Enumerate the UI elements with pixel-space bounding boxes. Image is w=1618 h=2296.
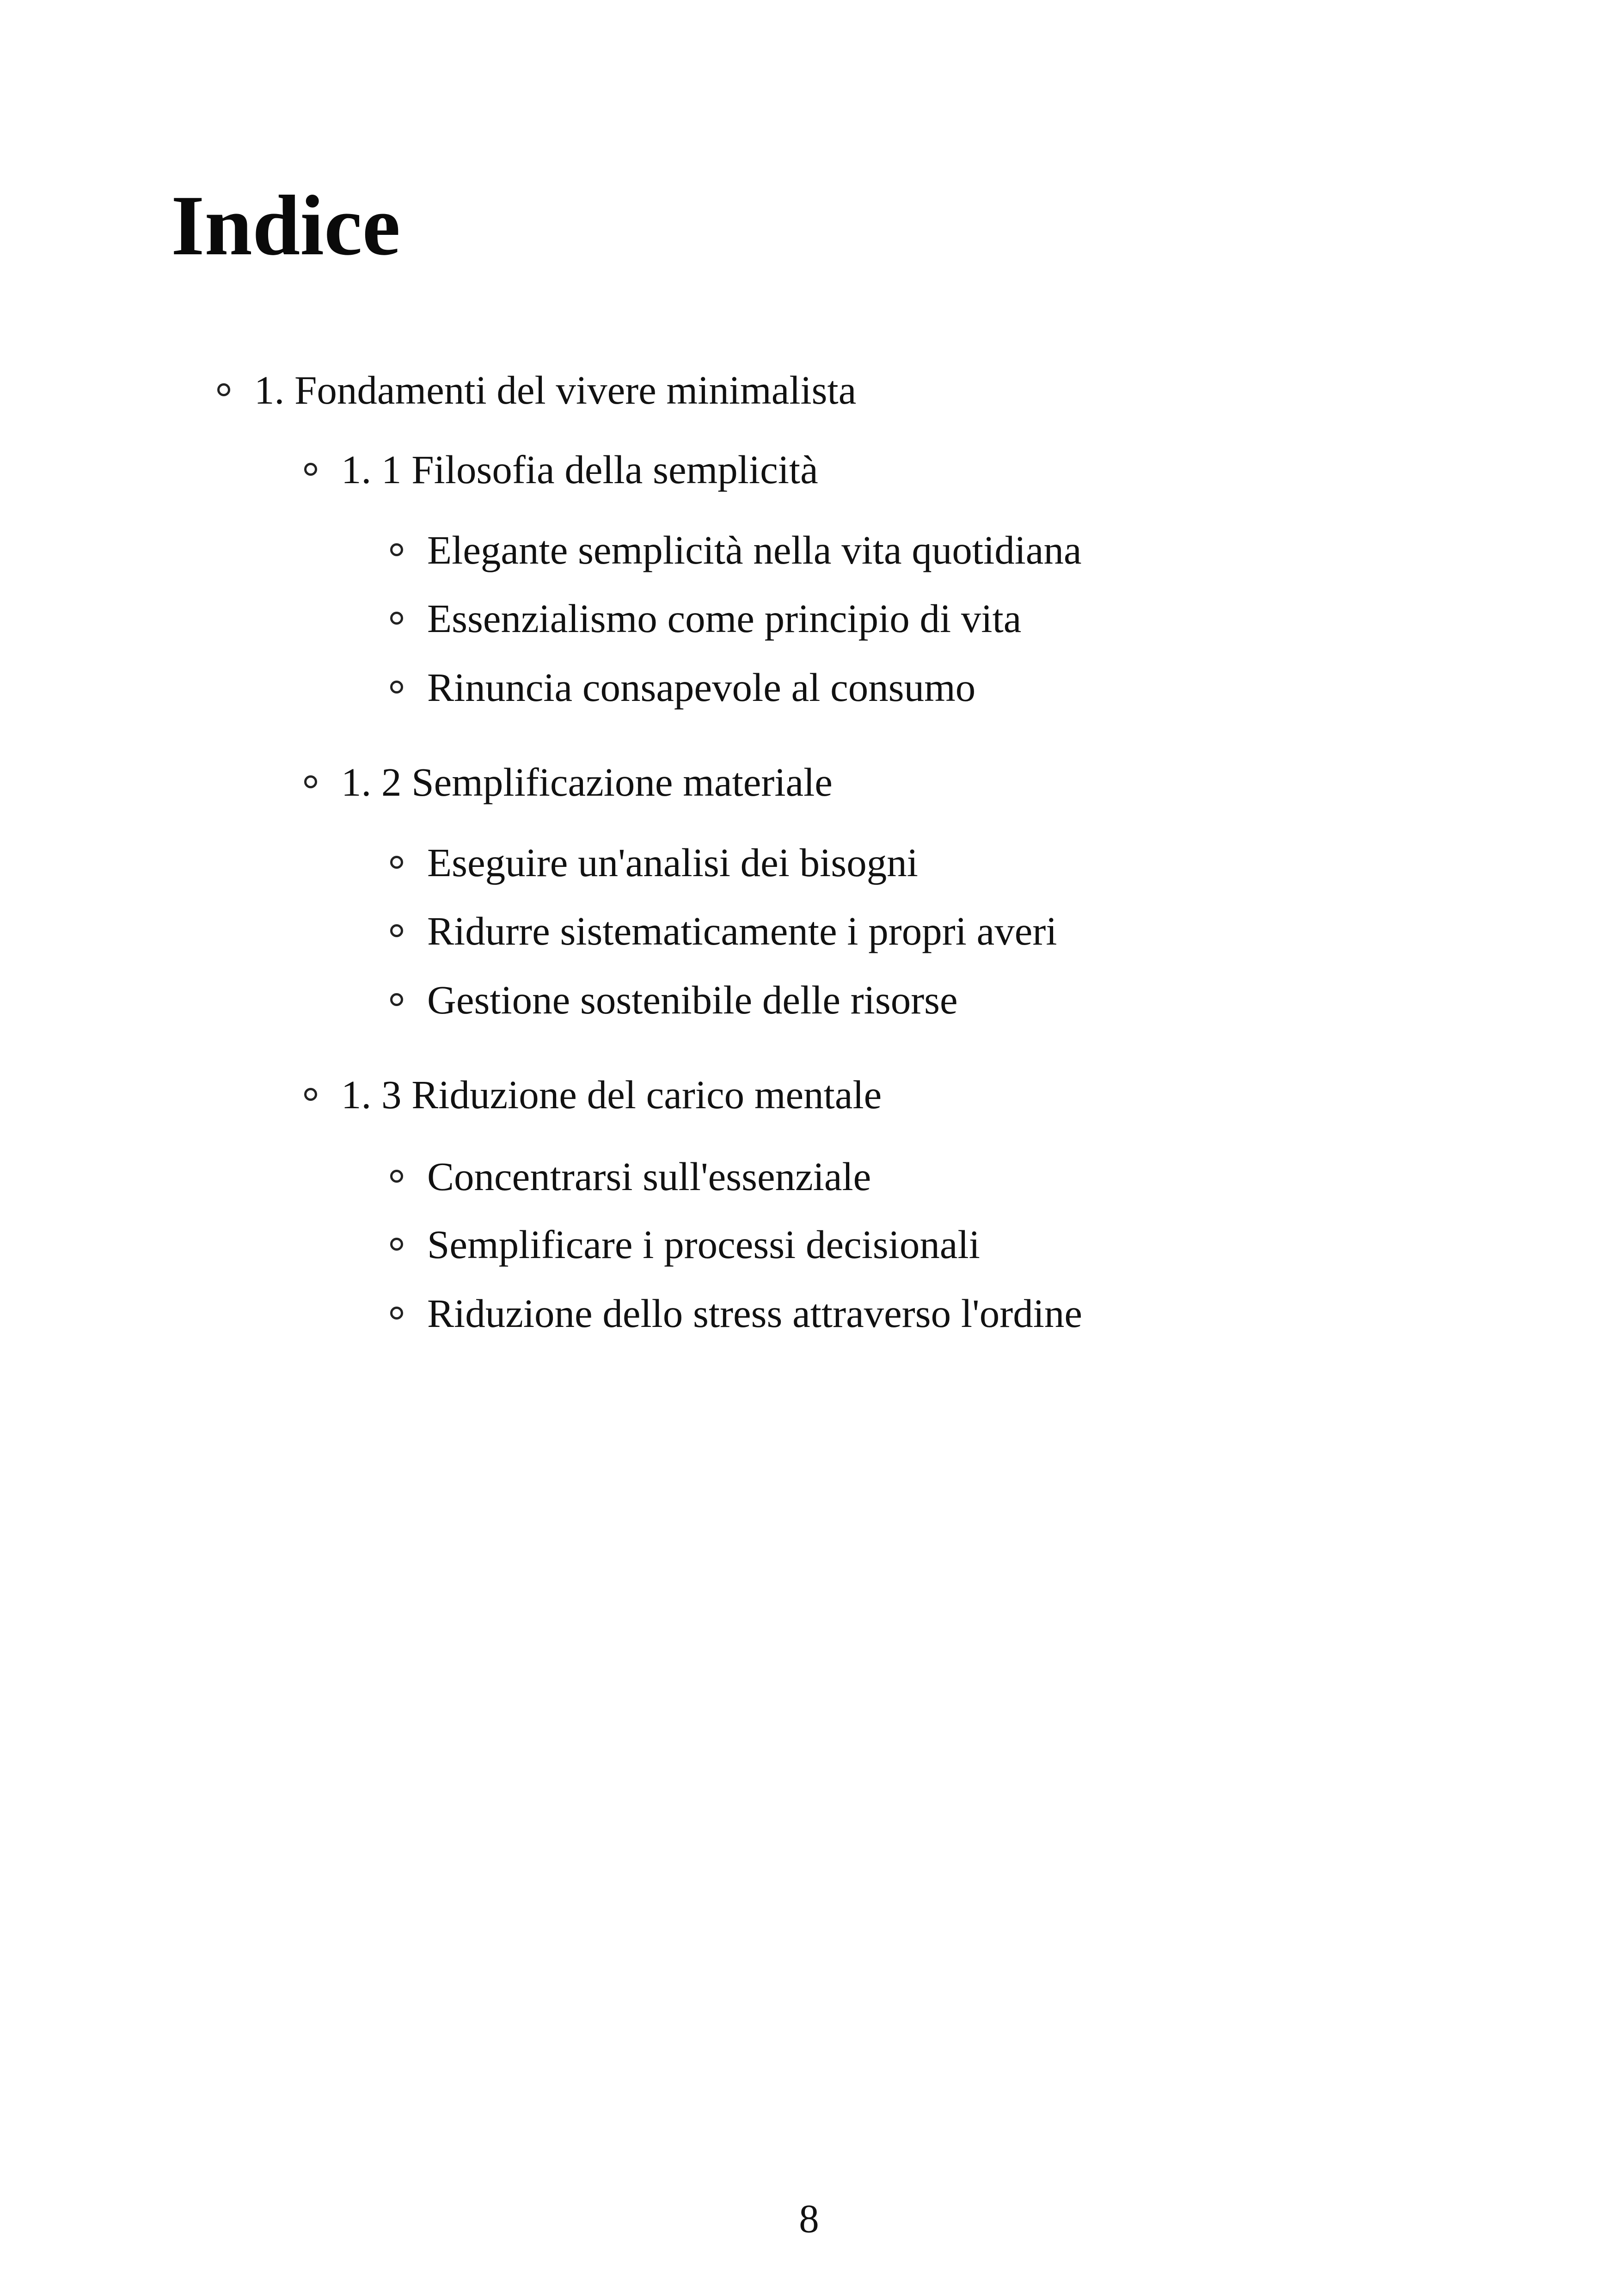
circle-bullet-icon xyxy=(390,924,403,937)
toc-subsection[interactable] xyxy=(390,1156,871,1197)
toc-section[interactable] xyxy=(304,1074,882,1115)
toc-subsection[interactable] xyxy=(390,842,918,883)
circle-bullet-icon xyxy=(217,383,230,396)
toc-subsection-label: Gestione sostenibile delle risorse xyxy=(427,977,958,1022)
toc-section[interactable] xyxy=(304,762,833,802)
toc-subsection-label: Rinuncia consapevole al consumo xyxy=(427,665,976,710)
toc-subsection-label: Elegante semplicità nella vita quotidiana xyxy=(427,528,1082,572)
toc-section-label: 1. 3 Riduzione del carico mentale xyxy=(341,1072,882,1117)
toc-subsection-label: Ridurre sistematicamente i propri averi xyxy=(427,909,1057,953)
circle-bullet-icon xyxy=(390,993,403,1006)
toc-subsection[interactable] xyxy=(390,977,958,1022)
page-title: Indice xyxy=(171,178,401,273)
toc-subsection-label: Semplificare i processi decisionali xyxy=(427,1222,980,1267)
toc-subsection[interactable] xyxy=(390,665,976,710)
toc-subsection[interactable] xyxy=(390,530,1082,570)
toc-chapter[interactable] xyxy=(217,370,856,410)
toc-chapter-label: 1. Fondamenti del vivere minimalista xyxy=(254,368,857,412)
toc-subsection-label: Concentrarsi sull'essenziale xyxy=(427,1154,871,1199)
circle-bullet-icon xyxy=(390,856,403,869)
circle-bullet-icon xyxy=(390,612,403,625)
circle-bullet-icon xyxy=(304,1088,317,1101)
circle-bullet-icon xyxy=(304,463,317,476)
toc-subsection[interactable] xyxy=(390,1224,980,1265)
page-number: 8 xyxy=(799,2196,819,2241)
toc-subsection-label: Eseguire un'analisi dei bisogni xyxy=(427,840,918,885)
toc-section-label: 1. 2 Semplificazione materiale xyxy=(341,760,833,804)
circle-bullet-icon xyxy=(304,775,317,788)
circle-bullet-icon xyxy=(390,1307,403,1320)
circle-bullet-icon xyxy=(390,1238,403,1251)
toc-subsection[interactable] xyxy=(390,596,1022,641)
toc-subsection[interactable] xyxy=(390,1291,1082,1336)
circle-bullet-icon xyxy=(390,1170,403,1183)
toc-subsection[interactable] xyxy=(390,911,1057,951)
circle-bullet-icon xyxy=(390,543,403,556)
toc-subsection-label: Essenzialismo come principio di vita xyxy=(427,596,1022,641)
circle-bullet-icon xyxy=(390,681,403,694)
toc-section[interactable] xyxy=(304,449,818,490)
toc-section-label: 1. 1 Filosofia della semplicità xyxy=(341,447,818,492)
toc-subsection-label: Riduzione dello stress attraverso l'ordine xyxy=(427,1291,1082,1336)
